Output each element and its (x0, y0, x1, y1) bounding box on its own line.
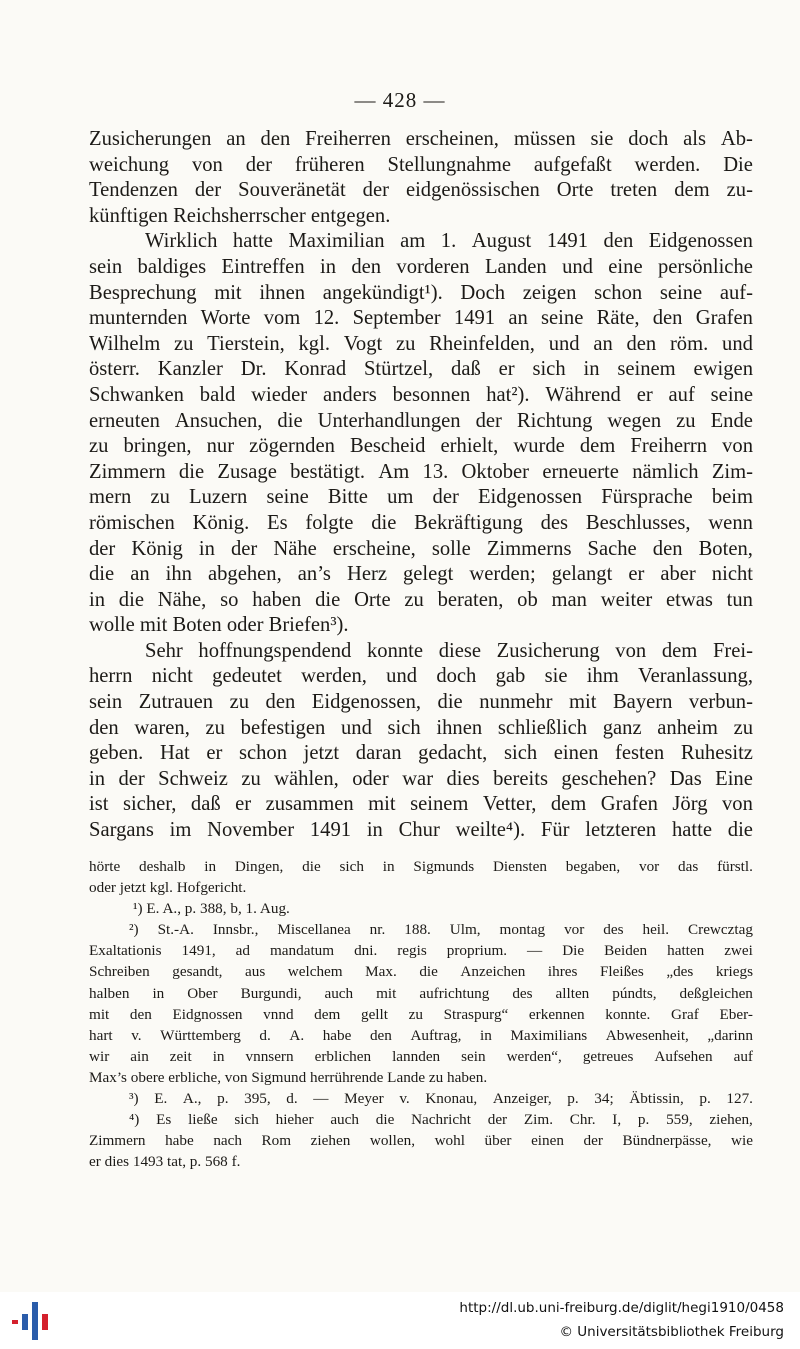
footnote-line: hörte deshalb in Dingen, die sich in Sigmunds Diensten begaben, vor das fürstl. (89, 858, 753, 875)
body-line: munternden Worte vom 12. September 1491 an seine Räte, den Grafen (89, 307, 753, 330)
footnote-line: oder jetzt kgl. Hofgericht. (89, 879, 247, 897)
footnote-line: ²) St.-A. Innsbr., Miscellanea nr. 188. Ulm, montag vor des heil. Crewcztag (129, 921, 753, 939)
body-line: Besprechung mit ihnen angekündigt¹). Doch zeigen schon seine auf- (89, 281, 753, 304)
body-line: wolle mit Boten oder Briefen³). (89, 614, 349, 637)
footnote-line: ⁴) Es ließe sich hieher auch die Nachricht der Zim. Chr. I, p. 559, ziehen, (129, 1111, 753, 1129)
logo-blue-tall-bar (32, 1302, 38, 1340)
body-line: Tendenzen der Souveränetät der eidgenössischen Orte treten dem zu- (89, 179, 753, 202)
body-line: Wilhelm zu Tierstein, kgl. Vogt zu Rheinfelden, und an den röm. und (89, 332, 753, 355)
body-line: österr. Kanzler Dr. Konrad Stürtzel, daß er sich in seinem ewigen (89, 358, 753, 381)
footnote-line: mit den Eidgnossen vnnd dem gellt zu Straspurg“ erkennen konnte. Graf Eber- (89, 1005, 753, 1023)
body-line: der König in der Nähe erscheine, solle Zimmerns Sache den Boten, (89, 537, 753, 560)
body-line: in der Schweiz zu wählen, oder war dies bereits geschehen? Das Eine (89, 767, 753, 790)
body-line: Sehr hoffnungspendend konnte diese Zusicherung von dem Frei- (145, 639, 753, 662)
body-line: Wirklich hatte Maximilian am 1. August 1491 den Eidgenossen (145, 230, 753, 253)
body-line: erneuten Ansuchen, die Unterhandlungen der Richtung wegen zu Ende (89, 409, 753, 432)
permalink-url[interactable]: http://dl.ub.uni-freiburg.de/diglit/hegi1910/0458 (459, 1300, 784, 1316)
footnote-line: ¹) E. A., p. 388, b, 1. Aug. (133, 900, 290, 918)
footnote-line: halben in Ober Burgundi, auch mit aufrichtung des allten púndts, deßgleichen (89, 984, 753, 1002)
footnote-line: ³) E. A., p. 395, d. — Meyer v. Knonau, Anzeiger, p. 34; Äbtissin, p. 127. (129, 1090, 753, 1108)
body-line: Schwanken bald wieder anders besonnen hat²). Während er auf seine (89, 383, 753, 406)
body-line: mern zu Luzern seine Bitte um der Eidgenossen Fürsprache beim (89, 486, 753, 509)
body-line: Sargans im November 1491 in Chur weilte⁴). Für letzteren hatte die (89, 819, 753, 842)
body-line: den waren, zu befestigen und sich ihnen schließlich ganz anheim zu (89, 716, 753, 739)
copyright-notice: © Universitätsbibliothek Freiburg (559, 1324, 784, 1340)
viewer-footer (0, 1292, 800, 1349)
body-line: Zusicherungen an den Freiherren erscheinen, müssen sie doch als Ab- (89, 128, 753, 150)
body-text (89, 127, 753, 844)
body-line: herrn nicht gedeutet werden, und doch gab sie ihm Veranlassung, (89, 665, 753, 688)
body-line: geben. Hat er schon jetzt daran gedacht, sich einen festen Ruhesitz (89, 742, 753, 765)
logo-blue-bar (22, 1314, 28, 1330)
body-line: sein Zutrauen zu den Eidgenossen, die nunmehr mit Bayern verbun- (89, 691, 753, 714)
footnote-line: Zimmern habe nach Rom ziehen wollen, wohl über einen der Bündnerpässe, wie (89, 1132, 753, 1150)
footnote-line: Max’s obere erbliche, von Sigmund herrührende Lande zu haben. (89, 1068, 488, 1086)
footnote-line: wir ain zeit in vnnsern erblichen lannden sein werden“, getreues Aufsehen auf (89, 1047, 753, 1065)
footnote-line: Exaltationis 1491, ad mandatum dni. regis proprium. — Die Beiden hatten zwei (89, 942, 753, 960)
footnote-line: Schreiben gesandt, aus welchem Max. die Anzeichen ihres Fleißes „des kriegs (89, 963, 753, 981)
ub-freiburg-logo-icon[interactable] (10, 1300, 54, 1342)
logo-red-bar (42, 1314, 48, 1330)
body-line: römischen König. Es folgte die Bekräftigung des Beschlusses, wenn (89, 511, 753, 534)
body-line: künftigen Reichsherrscher entgegen. (89, 204, 391, 227)
body-line: Zimmern die Zusage bestätigt. Am 13. Oktober erneuerte nämlich Zim- (89, 460, 753, 483)
body-line: sein baldiges Eintreffen in den vorderen Landen und eine persönliche (89, 255, 753, 278)
page-number: — 428 — (354, 88, 446, 112)
footnote-line: er dies 1493 tat, p. 568 f. (89, 1153, 241, 1171)
footnotes (89, 856, 753, 1172)
footnote-line: hart v. Württemberg d. A. habe den Auftrag, in Maximilians Abwesenheit, „darinn (89, 1026, 753, 1044)
body-line: die an ihn abgehen, an’s Herz gelegt werden; gelangt er aber nicht (89, 563, 753, 586)
body-line: ist sicher, daß er zusammen mit seinem Vetter, dem Grafen Jörg von (89, 793, 753, 816)
logo-red-bar (12, 1320, 18, 1324)
body-line: in die Nähe, so haben die Orte zu beraten, ob man weiter etwas tun (89, 588, 753, 611)
body-line: zu bringen, nur zögernden Bescheid erhielt, wurde dem Freiherrn von (89, 435, 753, 458)
body-line: weichung von der früheren Stellungnahme aufgefaßt werden. Die (89, 153, 753, 176)
